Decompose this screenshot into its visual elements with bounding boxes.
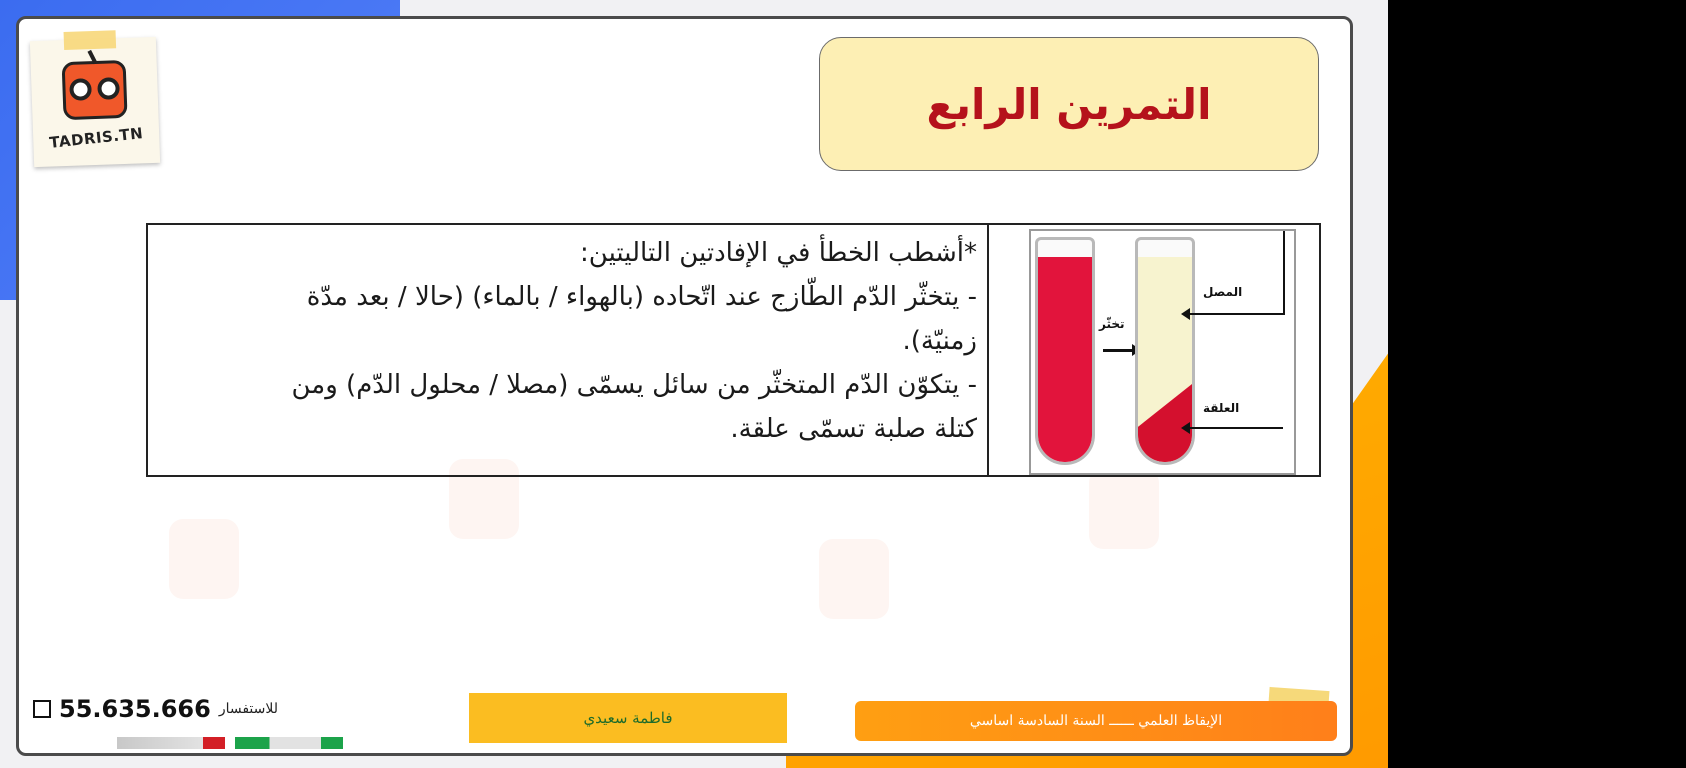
slide: [16, 16, 1353, 756]
tv-mascot-icon: [62, 60, 128, 120]
watermark-logo: [819, 539, 889, 619]
tape-decoration: [64, 30, 117, 50]
exercise-table: [146, 223, 1321, 477]
green-marker-icon: [235, 737, 343, 749]
black-side-panel: [1388, 0, 1686, 768]
instruction-line: *أشطب الخطأ في الإفادتين التاليتين:: [580, 238, 977, 268]
coagulation-label: تخثّر: [1099, 317, 1125, 331]
statement-line: - يتكوّن الدّم المتخثّر من سائل يسمّى (مصلا / محلول الدّم) ومن: [291, 370, 977, 400]
marker-decoration: [117, 737, 343, 749]
author-name: فاطمة سعيدي: [583, 709, 673, 727]
statement-line: - يتخثّر الدّم الطّازج عند اتّحاده (بالهواء / بالماء) (حالا / بعد مدّة: [306, 282, 977, 312]
inquiry-label: للاستفسار: [218, 701, 278, 717]
watermark-logo: [169, 519, 239, 599]
serum-arrow-line: [1283, 231, 1285, 315]
figure-frame: [1029, 229, 1296, 475]
serum-label: المصل: [1203, 285, 1243, 299]
logo-text: TADRIS.TN: [48, 124, 144, 152]
coagulation-arrow-icon: [1103, 349, 1137, 352]
statement-line: كتلة صلبة تسمّى علقة.: [730, 414, 977, 444]
phone-number: 55.635.666: [59, 695, 211, 723]
serum-arrow-icon: [1187, 313, 1283, 315]
red-marker-icon: [117, 737, 225, 749]
exercise-text: [148, 225, 989, 475]
title-banner: [819, 37, 1319, 171]
author-banner: [469, 693, 787, 743]
statement-line: زمنيّة).: [902, 326, 977, 356]
subject-label: الإيقاظ العلمي ــــــ السنة السادسة اساسي: [969, 713, 1223, 729]
clot-label: العلقة: [1203, 401, 1240, 415]
contact-info: [33, 695, 278, 723]
subject-banner: [855, 701, 1337, 741]
watermark-logo: [1089, 469, 1159, 549]
clot-arrow-icon: [1187, 427, 1283, 429]
tadris-logo: [30, 37, 160, 167]
blood-tubes-figure: [989, 225, 1319, 475]
checkbox[interactable]: [33, 700, 51, 718]
fresh-blood-tube: [1035, 237, 1095, 465]
exercise-title: التمرين الرابع: [926, 79, 1212, 129]
